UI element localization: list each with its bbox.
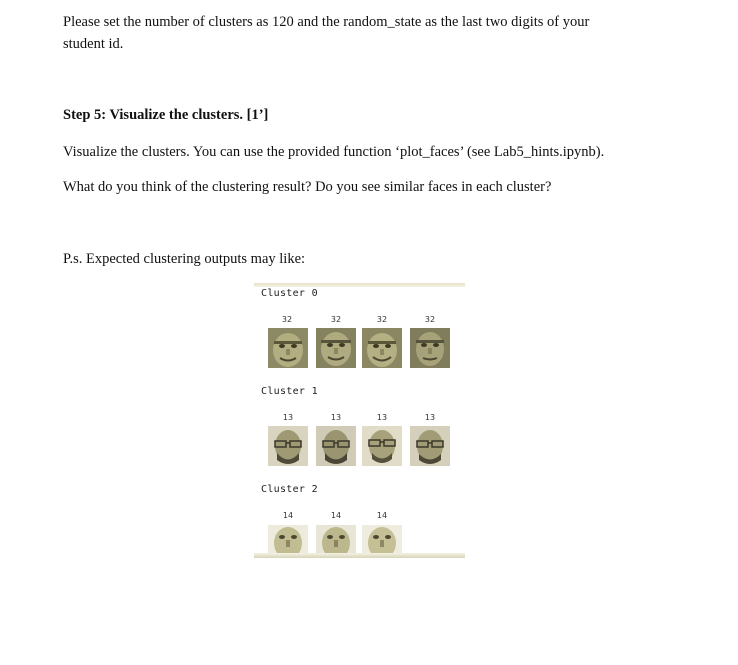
instruction-text: Visualize the clusters. You can use the provided function ‘plot_faces’ (see Lab5_hints.ipynb). [63,144,605,160]
cluster-1-face-3-label: 13 [376,413,388,422]
cluster-1-face-3 [362,426,402,466]
cluster-2-face-1-label: 14 [282,511,294,520]
cluster-0-face-4-label: 32 [424,315,436,324]
cluster-2-face-2-label: 14 [330,511,342,520]
cluster-0-face-4 [410,328,450,368]
figure-bottom-border [254,553,465,558]
cluster-0-face-2 [316,328,356,368]
step-heading: Step 5: Visualize the clusters. [1’] [63,107,269,123]
cluster-1-title: Cluster 1 [261,386,318,397]
cluster-2-face-3-label: 14 [376,511,388,520]
cluster-0-title: Cluster 0 [261,288,318,299]
cluster-1-face-4-label: 13 [424,413,436,422]
question-text: What do you think of the clustering result? Do you see similar faces in each cluster? [63,179,552,195]
cluster-2-face-2 [316,525,356,553]
ps-note: P.s. Expected clustering outputs may like: [63,251,306,267]
cluster-0-face-1 [268,328,308,368]
cluster-1-face-1-label: 13 [282,413,294,422]
clustering-output-figure [254,283,465,558]
intro-line-1: Please set the number of clusters as 120 and the random_state as the last two digits of your [63,14,590,30]
cluster-0-face-1-label: 32 [281,315,293,324]
cluster-1-face-1 [268,426,308,466]
cluster-0-face-2-label: 32 [330,315,342,324]
cluster-1-face-2-label: 13 [330,413,342,422]
cluster-1-face-4 [410,426,450,466]
cluster-2-face-3 [362,525,402,553]
figure-top-border [254,283,465,287]
cluster-0-face-3 [362,328,402,368]
cluster-2-face-1 [268,525,308,553]
cluster-1-face-2 [316,426,356,466]
intro-line-2: student id. [63,36,124,52]
cluster-0-face-3-label: 32 [376,315,388,324]
cluster-2-title: Cluster 2 [261,484,318,495]
